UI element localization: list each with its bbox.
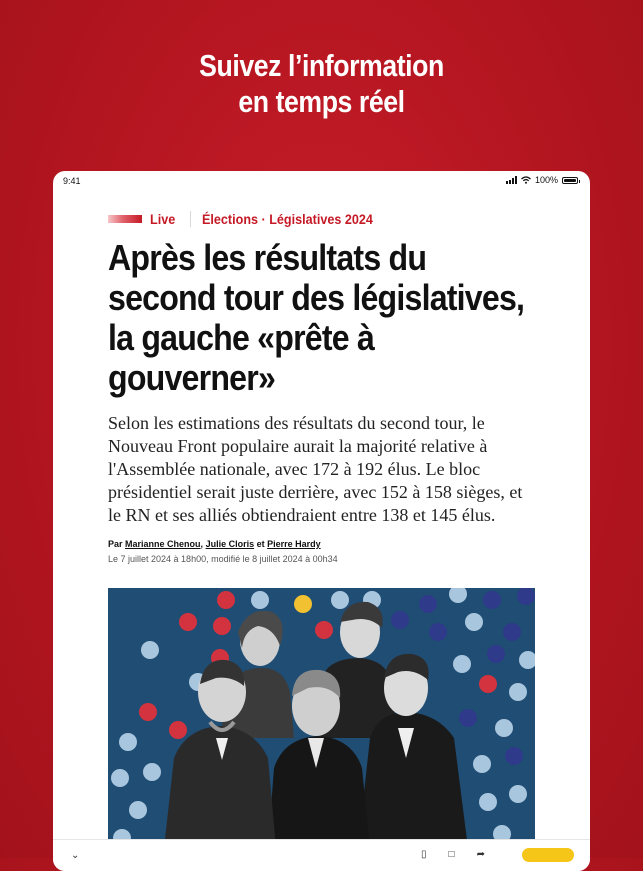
status-time: 9:41 [63, 176, 81, 186]
photo-illustration [108, 588, 535, 848]
live-label[interactable]: Live [150, 211, 176, 227]
byline-prefix: Par [108, 539, 123, 549]
toolbar-icons [421, 849, 485, 860]
status-bar [53, 171, 590, 191]
byline-and: et [256, 539, 265, 549]
promo-line-2: en temps réel [238, 84, 405, 119]
author-link-1[interactable]: Marianne Chenou [125, 539, 201, 549]
chevron-down-icon[interactable]: ⌄ [71, 850, 80, 861]
article-photo[interactable] [108, 588, 535, 848]
battery-percent: 100% [534, 175, 558, 185]
status-indicators [506, 175, 578, 185]
byline [108, 539, 538, 549]
promo-headline [45, 48, 598, 120]
category-link[interactable]: Élections · Législatives 2024 [202, 211, 373, 227]
bottom-toolbar [53, 839, 590, 871]
author-link-3[interactable]: Pierre Hardy [267, 539, 321, 549]
live-indicator-bar [108, 215, 142, 223]
comment-icon[interactable]: □ [448, 849, 455, 860]
bookmark-icon[interactable]: ▯ [421, 849, 427, 860]
device-screen [53, 171, 590, 871]
article-lead: Selon les estimations des résultats du second tour, le Nouveau Front populaire aurait la majorité relative à l'Assemblée nationale, avec 172 à 192 élus. Le bloc présidentiel serait juste derrière, avec 152 à 158 sièges, et le RN et ses alliés obtiendraient entre 138 et 145 élus. [108, 413, 523, 525]
battery-icon [562, 177, 578, 184]
dateline: Le 7 juillet 2024 à 18h00, modifié le 8 juillet 2024 à 00h34 [108, 554, 338, 564]
promo-line-1: Suivez l’information [199, 48, 444, 83]
subscribe-button[interactable] [522, 848, 574, 862]
author-link-2[interactable]: Julie Cloris [205, 539, 255, 549]
article-kicker [108, 209, 538, 229]
article [108, 209, 538, 564]
wifi-icon [521, 176, 531, 184]
kicker-divider [190, 211, 191, 227]
byline-separator: , [200, 539, 204, 549]
signal-icon [506, 176, 517, 184]
article-title: Après les résultats du second tour des législatives, la gauche «prête à gouverner» [108, 237, 525, 398]
share-icon[interactable]: ➦ [476, 849, 485, 860]
